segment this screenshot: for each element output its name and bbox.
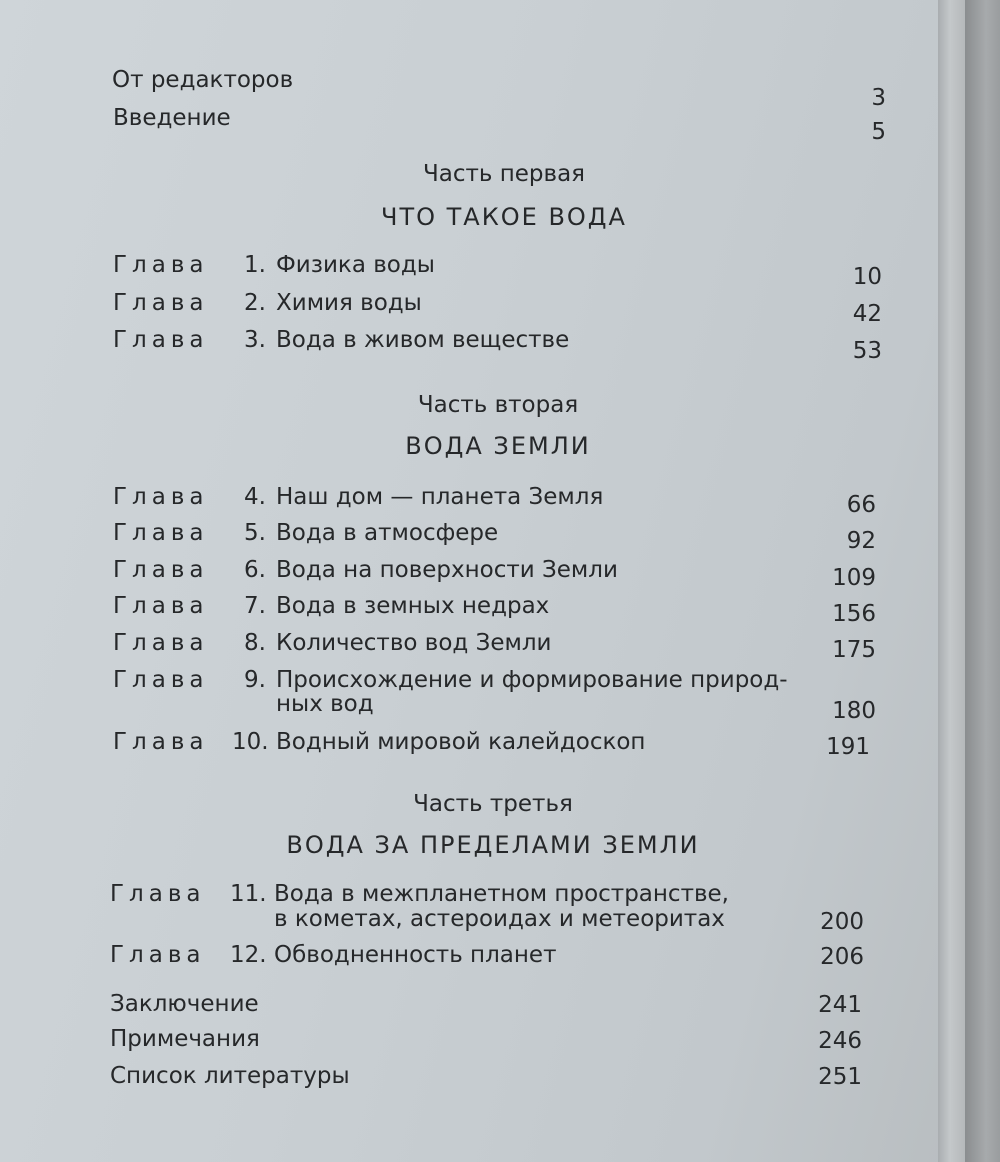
chapter-title: Количество вод Земли	[276, 630, 552, 656]
chapter-title: Химия воды	[276, 290, 422, 316]
chapter-word: Глава	[113, 327, 209, 353]
chapter-word: Глава	[113, 520, 209, 546]
toc-page-number: 3	[871, 85, 886, 111]
chapter-number: 4.	[244, 484, 266, 510]
chapter-word: Глава	[113, 630, 209, 656]
chapter-title: Вода в земных недрах	[276, 593, 550, 619]
chapter-word: Глава	[110, 881, 206, 907]
part-title: ЧТО ТАКОЕ ВОДА	[381, 203, 627, 231]
toc-entry-title: Список литературы	[110, 1063, 350, 1089]
chapter-title-continuation: ных вод	[276, 691, 374, 717]
chapter-word: Глава	[113, 667, 209, 693]
chapter-word: Глава	[113, 729, 209, 755]
chapter-title: Физика воды	[276, 252, 435, 278]
toc-page-number: 42	[852, 301, 882, 327]
chapter-number: 8.	[244, 630, 266, 656]
chapter-title-continuation: в кометах, астероидах и метеоритах	[274, 906, 725, 932]
toc-page-number: 206	[820, 944, 864, 970]
chapter-title: Наш дом — планета Земля	[276, 484, 604, 510]
chapter-number: 5.	[244, 520, 266, 546]
chapter-title: Вода на поверхности Земли	[276, 557, 618, 583]
toc-page-number: 200	[820, 909, 864, 935]
chapter-title: Обводненность планет	[274, 942, 557, 968]
chapter-word: Глава	[113, 484, 209, 510]
chapter-word: Глава	[113, 593, 209, 619]
chapter-title: Происхождение и формирование природ-	[276, 667, 788, 693]
toc-page-number: 10	[852, 264, 882, 290]
chapter-title: Вода в атмосфере	[276, 520, 499, 546]
chapter-number: 11.	[230, 881, 267, 907]
toc-entry-title: От редакторов	[112, 67, 294, 93]
toc-entry-title: Заключение	[110, 991, 259, 1017]
chapter-title: Вода в межпланетном пространстве,	[274, 881, 729, 907]
toc-entry-title: Введение	[113, 105, 231, 131]
toc-page-number: 175	[832, 637, 876, 663]
toc-entry-title: Примечания	[110, 1026, 260, 1052]
chapter-number: 10.	[232, 729, 269, 755]
chapter-number: 7.	[244, 593, 266, 619]
toc-page-number: 156	[832, 601, 876, 627]
chapter-title: Вода в живом веществе	[276, 327, 570, 353]
toc-page-number: 241	[818, 992, 862, 1018]
chapter-number: 3.	[244, 327, 266, 353]
chapter-number: 1.	[244, 252, 266, 278]
part-title: ВОДА ЗА ПРЕДЕЛАМИ ЗЕМЛИ	[286, 831, 700, 859]
page-edge	[938, 0, 968, 1162]
toc-page-number: 180	[832, 698, 876, 724]
part-label: Часть первая	[422, 161, 586, 187]
chapter-word: Глава	[113, 290, 209, 316]
part-title: ВОДА ЗЕМЛИ	[405, 432, 591, 460]
toc-page-number: 53	[852, 338, 882, 364]
chapter-number: 6.	[244, 557, 266, 583]
toc-page-number: 109	[832, 565, 876, 591]
toc-page-number: 5	[871, 119, 886, 145]
chapter-number: 2.	[244, 290, 266, 316]
chapter-word: Глава	[113, 557, 209, 583]
toc-page-number: 191	[826, 734, 870, 760]
chapter-number: 9.	[244, 667, 266, 693]
part-label: Часть третья	[413, 791, 573, 817]
toc-page-number: 251	[818, 1064, 862, 1090]
part-label: Часть вторая	[417, 392, 579, 418]
adjacent-page	[965, 0, 1000, 1162]
toc-page-number: 246	[818, 1028, 862, 1054]
toc-page-number: 66	[846, 492, 876, 518]
toc-page-number: 92	[846, 528, 876, 554]
chapter-word: Глава	[110, 942, 206, 968]
chapter-title: Водный мировой калейдоскоп	[276, 729, 646, 755]
chapter-number: 12.	[230, 942, 267, 968]
chapter-word: Глава	[113, 252, 209, 278]
